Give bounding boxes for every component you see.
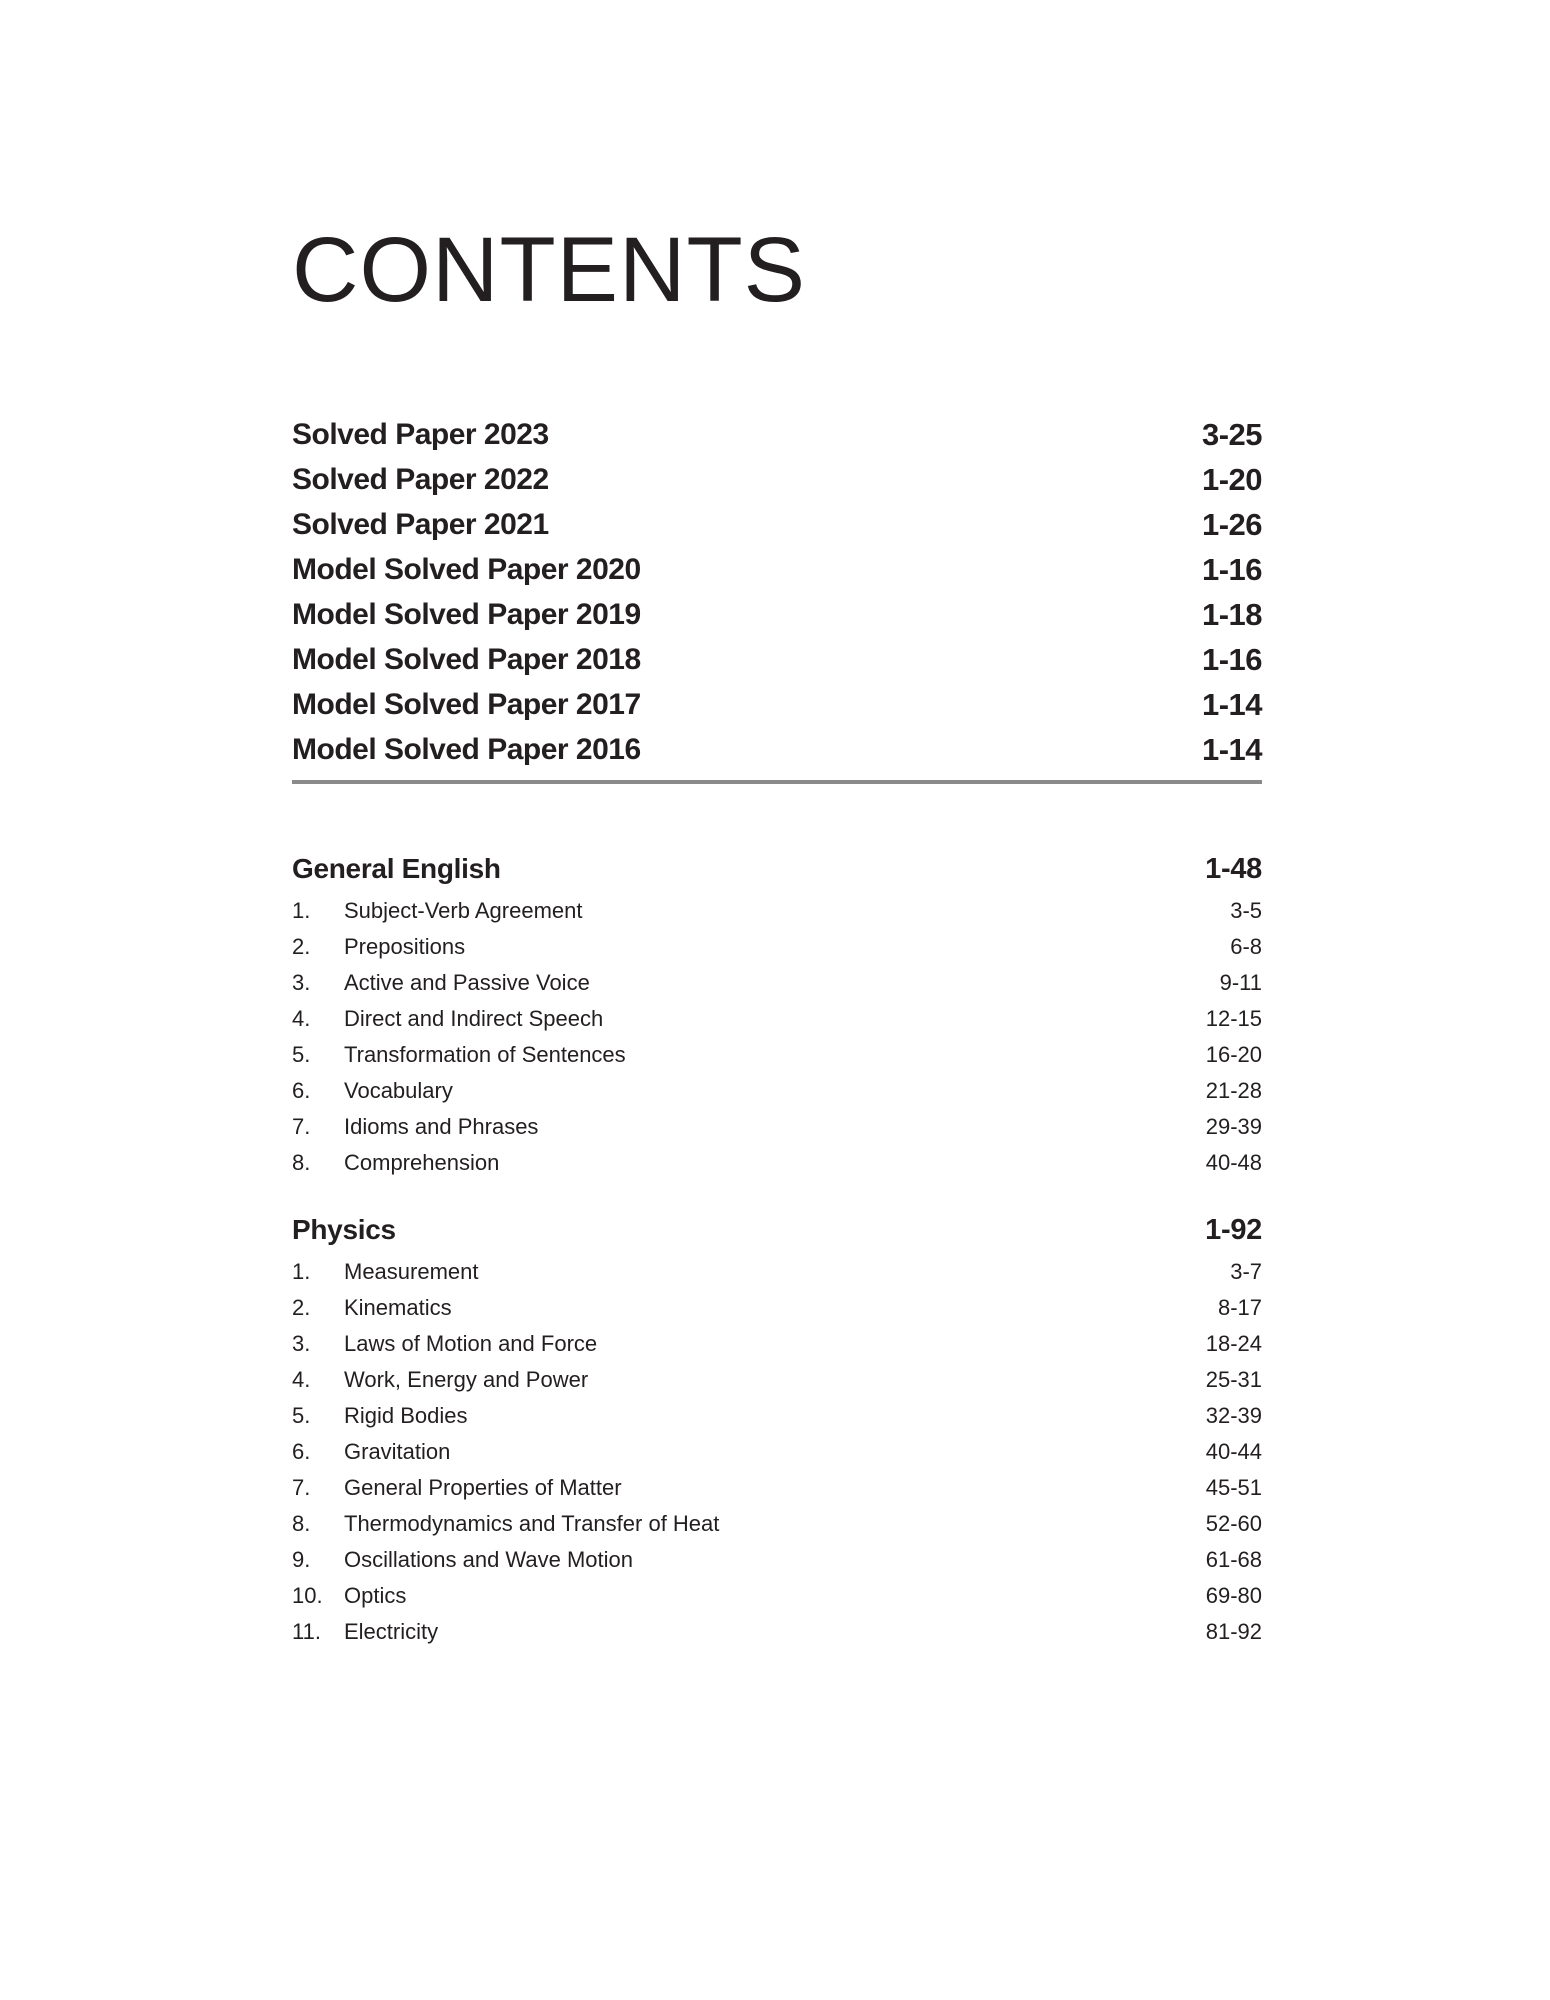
chapter-entry[interactable]: [292, 1614, 1262, 1650]
solved-paper-pages: 1-14: [1201, 731, 1262, 767]
section-title: Physics: [292, 1214, 396, 1245]
section-title: General English: [292, 853, 501, 884]
chapter-number: 6.: [292, 1439, 311, 1464]
chapter-entry[interactable]: [292, 1254, 1262, 1290]
section-physics: [292, 1206, 1262, 1650]
chapter-number: 3.: [292, 970, 311, 995]
chapter-number: 6.: [292, 1078, 311, 1103]
chapter-entry[interactable]: [292, 1001, 1262, 1037]
chapter-entry[interactable]: [292, 965, 1262, 1001]
chapter-entry[interactable]: [292, 1145, 1262, 1181]
chapter-entry[interactable]: [292, 1470, 1262, 1506]
chapter-number: 4.: [292, 1367, 311, 1392]
section-heading[interactable]: [292, 1206, 1262, 1254]
chapter-number: 10.: [292, 1583, 323, 1608]
solved-paper-pages: 1-14: [1201, 686, 1262, 722]
section-general-english: [292, 845, 1262, 1181]
chapter-entry[interactable]: [292, 1326, 1262, 1362]
section-heading[interactable]: [292, 845, 1262, 893]
solved-paper-pages: 3-25: [1201, 416, 1262, 452]
chapter-title: Measurement: [344, 1259, 479, 1284]
chapter-title: Electricity: [344, 1619, 439, 1644]
solved-paper-entry[interactable]: [292, 682, 1262, 727]
chapter-pages: 32-39: [1205, 1403, 1262, 1428]
chapter-entry[interactable]: [292, 1037, 1262, 1073]
chapter-title: Vocabulary: [344, 1078, 453, 1103]
chapter-number: 5.: [292, 1042, 311, 1067]
chapter-number: 2.: [292, 934, 311, 959]
chapter-pages: 21-28: [1205, 1078, 1262, 1103]
chapter-entry[interactable]: [292, 1362, 1262, 1398]
chapter-pages: 6-8: [1230, 934, 1262, 959]
chapter-entry[interactable]: [292, 1578, 1262, 1614]
chapter-number: 7.: [292, 1114, 311, 1139]
chapter-number: 3.: [292, 1331, 311, 1356]
chapter-pages: 52-60: [1205, 1511, 1262, 1536]
chapter-entry[interactable]: [292, 1542, 1262, 1578]
chapter-pages: 29-39: [1205, 1114, 1262, 1139]
chapter-number: 1.: [292, 898, 311, 923]
chapter-number: 4.: [292, 1006, 311, 1031]
chapter-number: 5.: [292, 1403, 311, 1428]
solved-paper-entry[interactable]: [292, 727, 1262, 772]
chapter-entry[interactable]: [292, 1398, 1262, 1434]
solved-paper-label: Model Solved Paper 2016: [292, 732, 641, 766]
solved-paper-pages: 1-20: [1201, 461, 1262, 497]
chapter-pages: 16-20: [1205, 1042, 1262, 1067]
chapter-number: 9.: [292, 1547, 311, 1572]
solved-paper-label: Model Solved Paper 2019: [292, 597, 641, 631]
chapter-title: Optics: [344, 1583, 407, 1608]
chapter-entry[interactable]: [292, 1109, 1262, 1145]
chapter-pages: 3-5: [1230, 898, 1262, 923]
chapter-pages: 18-24: [1205, 1331, 1262, 1356]
chapter-number: 2.: [292, 1295, 311, 1320]
section-pages: 1-92: [1205, 1213, 1262, 1246]
chapter-number: 8.: [292, 1511, 311, 1536]
chapter-pages: 12-15: [1205, 1006, 1262, 1031]
chapter-pages: 45-51: [1205, 1475, 1262, 1500]
chapter-title: General Properties of Matter: [344, 1475, 622, 1500]
chapter-pages: 9-11: [1219, 970, 1262, 995]
chapter-title: Laws of Motion and Force: [344, 1331, 598, 1356]
solved-paper-pages: 1-26: [1201, 506, 1262, 542]
chapter-number: 8.: [292, 1150, 311, 1175]
chapter-title: Oscillations and Wave Motion: [344, 1547, 633, 1572]
solved-paper-label: Model Solved Paper 2018: [292, 642, 641, 676]
chapter-number: 11.: [292, 1619, 321, 1644]
solved-paper-label: Model Solved Paper 2017: [292, 687, 641, 721]
solved-paper-entry[interactable]: [292, 457, 1262, 502]
solved-papers-list: [292, 412, 1262, 772]
section-pages: 1-48: [1205, 852, 1262, 885]
chapter-entry[interactable]: [292, 929, 1262, 965]
solved-paper-pages: 1-16: [1201, 551, 1262, 587]
chapter-title: Direct and Indirect Speech: [344, 1006, 604, 1031]
chapter-pages: 69-80: [1205, 1583, 1262, 1608]
chapter-number: 1.: [292, 1259, 311, 1284]
chapter-entry[interactable]: [292, 1506, 1262, 1542]
chapter-entry[interactable]: [292, 1073, 1262, 1109]
chapter-title: Subject-Verb Agreement: [344, 898, 583, 923]
chapter-entry[interactable]: [292, 1434, 1262, 1470]
chapter-title: Gravitation: [344, 1439, 451, 1464]
chapter-pages: 3-7: [1230, 1259, 1262, 1284]
chapter-title: Work, Energy and Power: [344, 1367, 589, 1392]
solved-paper-pages: 1-16: [1201, 641, 1262, 677]
solved-paper-entry[interactable]: [292, 412, 1262, 457]
chapter-title: Comprehension: [344, 1150, 500, 1175]
solved-paper-entry[interactable]: [292, 502, 1262, 547]
solved-paper-entry[interactable]: [292, 637, 1262, 682]
solved-paper-label: Solved Paper 2022: [292, 462, 549, 496]
chapter-title: Idioms and Phrases: [344, 1114, 539, 1139]
chapter-pages: 61-68: [1205, 1547, 1262, 1572]
solved-paper-label: Solved Paper 2023: [292, 417, 549, 451]
solved-paper-pages: 1-18: [1201, 596, 1262, 632]
chapter-title: Rigid Bodies: [344, 1403, 468, 1428]
chapter-entry[interactable]: [292, 893, 1262, 929]
chapter-title: Kinematics: [344, 1295, 452, 1320]
section-divider: [292, 780, 1262, 784]
page-title: CONTENTS: [292, 219, 806, 321]
chapter-pages: 25-31: [1205, 1367, 1262, 1392]
solved-paper-label: Model Solved Paper 2020: [292, 552, 641, 586]
chapter-entry[interactable]: [292, 1290, 1262, 1326]
chapter-pages: 81-92: [1205, 1619, 1262, 1644]
chapter-number: 7.: [292, 1475, 311, 1500]
solved-paper-entry[interactable]: [292, 592, 1262, 637]
solved-paper-label: Solved Paper 2021: [292, 507, 549, 541]
chapter-pages: 40-44: [1205, 1439, 1262, 1464]
solved-paper-entry[interactable]: [292, 547, 1262, 592]
chapter-pages: 40-48: [1205, 1150, 1262, 1175]
chapter-pages: 8-17: [1217, 1295, 1262, 1320]
chapter-title: Prepositions: [344, 934, 466, 959]
chapter-title: Thermodynamics and Transfer of Heat: [344, 1511, 720, 1536]
chapter-title: Active and Passive Voice: [344, 970, 590, 995]
chapter-title: Transformation of Sentences: [344, 1042, 626, 1067]
